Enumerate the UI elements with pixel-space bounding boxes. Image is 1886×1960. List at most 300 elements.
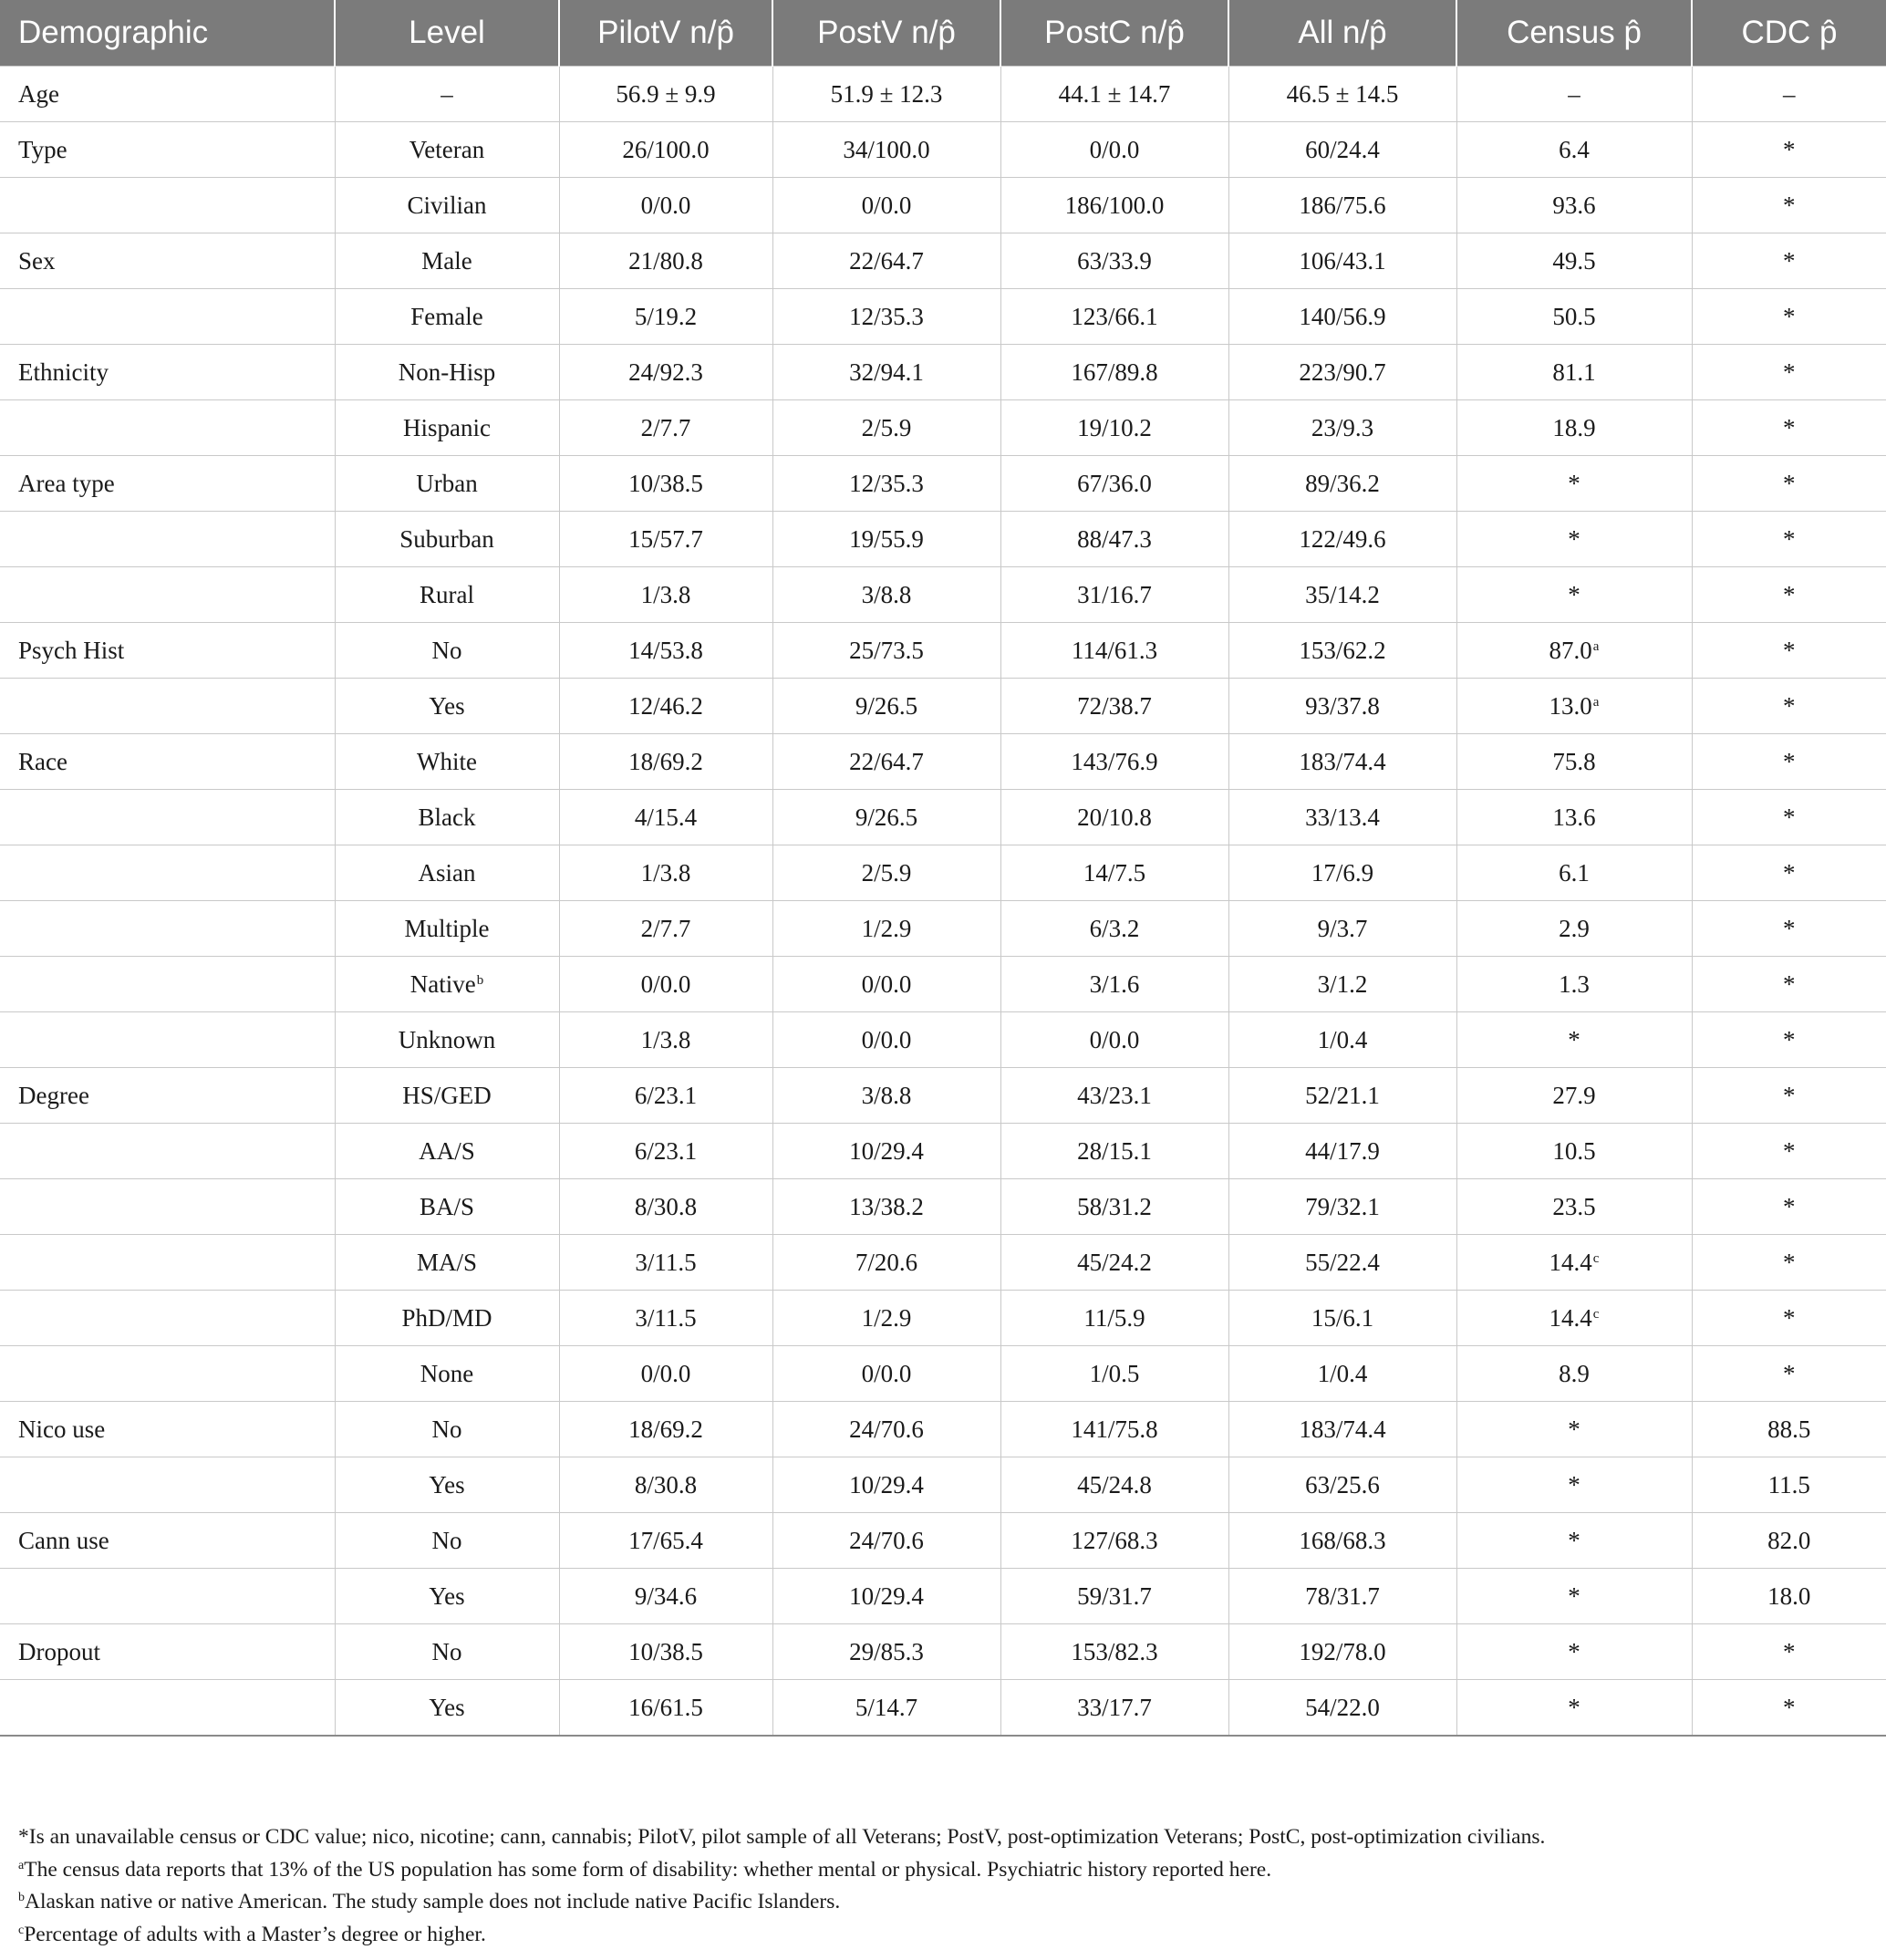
header-postv: PostV n/p̂ [772, 0, 1000, 67]
cell-pilotv [559, 1068, 772, 1124]
table-row [0, 122, 1886, 178]
cell-cdc-text: * [1783, 1081, 1796, 1109]
table-row [0, 790, 1886, 845]
cell-all-text: 1/0.4 [1317, 1359, 1368, 1387]
table-row [0, 1624, 1886, 1680]
cell-postv-text: 12/35.3 [849, 469, 924, 497]
cell-demographic [0, 456, 335, 512]
cell-pilotv-text: 8/30.8 [634, 1470, 698, 1499]
cell-postv-text: 32/94.1 [849, 358, 924, 386]
cell-pilotv [559, 623, 772, 679]
cell-pilotv [559, 1402, 772, 1457]
cell-cdc-text: * [1783, 469, 1796, 497]
cell-postv [772, 1569, 1000, 1624]
cell-all [1228, 1624, 1456, 1680]
cell-level-text: Male [421, 246, 472, 275]
table-body [0, 67, 1886, 1737]
cell-postc [1000, 400, 1228, 456]
cell-demographic [0, 1068, 335, 1124]
cell-cdc [1692, 1680, 1886, 1737]
cell-level [335, 1457, 559, 1513]
cell-level-text: Suburban [399, 524, 494, 553]
footnote-text: Alaskan native or native American. The study sample does not include native Pacific Islanders. [25, 1890, 841, 1913]
cell-demographic [0, 67, 335, 122]
cell-demographic-text: Degree [18, 1081, 89, 1109]
cell-pilotv-text: 4/15.4 [634, 803, 698, 831]
cell-postv [772, 67, 1000, 122]
cell-pilotv-text: 8/30.8 [634, 1192, 698, 1220]
cell-all [1228, 456, 1456, 512]
cell-level [335, 345, 559, 400]
cell-cdc [1692, 1457, 1886, 1513]
cell-census [1456, 178, 1692, 233]
cell-all [1228, 400, 1456, 456]
cell-demographic [0, 957, 335, 1012]
cell-census [1456, 1680, 1692, 1737]
cell-postv [772, 1291, 1000, 1346]
cell-all-text: 23/9.3 [1311, 413, 1374, 441]
cell-all [1228, 567, 1456, 623]
cell-cdc [1692, 1402, 1886, 1457]
cell-all-text: 63/25.6 [1305, 1470, 1380, 1499]
cell-postc-text: 88/47.3 [1077, 524, 1152, 553]
cell-census [1456, 1569, 1692, 1624]
cell-cdc-text: * [1783, 246, 1796, 275]
cell-all-text: 168/68.3 [1299, 1526, 1386, 1554]
cell-cdc-text: * [1783, 858, 1796, 887]
cell-postv [772, 845, 1000, 901]
cell-postc [1000, 901, 1228, 957]
cell-level-text: White [417, 747, 477, 775]
cell-all-text: 46.5 ± 14.5 [1286, 79, 1399, 108]
cell-cdc-text: * [1783, 1637, 1796, 1665]
cell-postc-text: 6/3.2 [1089, 914, 1140, 942]
cell-pilotv-text: 10/38.5 [628, 469, 703, 497]
cell-level [335, 1346, 559, 1402]
cell-pilotv [559, 178, 772, 233]
cell-census-text: * [1568, 1637, 1580, 1665]
cell-pilotv-text: 3/11.5 [635, 1303, 697, 1332]
cell-cdc [1692, 567, 1886, 623]
cell-postc-text: 114/61.3 [1071, 636, 1158, 664]
cell-all-text: 186/75.6 [1299, 191, 1386, 219]
cell-demographic [0, 400, 335, 456]
cell-postv [772, 1402, 1000, 1457]
table-row [0, 1179, 1886, 1235]
cell-pilotv [559, 567, 772, 623]
cell-postv [772, 679, 1000, 734]
cell-pilotv-text: 14/53.8 [628, 636, 703, 664]
cell-postv [772, 1513, 1000, 1569]
table-row [0, 345, 1886, 400]
cell-postv-text: 0/0.0 [861, 970, 912, 998]
cell-census-text: * [1568, 469, 1580, 497]
cell-cdc [1692, 400, 1886, 456]
cell-all-text: 122/49.6 [1299, 524, 1386, 553]
cell-all-text: 55/22.4 [1305, 1248, 1380, 1276]
cell-census-text: 81.1 [1552, 358, 1596, 386]
cell-census-text: 50.5 [1552, 302, 1596, 330]
cell-postv [772, 1068, 1000, 1124]
cell-level [335, 122, 559, 178]
cell-postc-text: 0/0.0 [1089, 135, 1140, 163]
table-row [0, 1068, 1886, 1124]
cell-pilotv [559, 1291, 772, 1346]
cell-postv-text: 9/26.5 [855, 803, 918, 831]
cell-level-text: – [440, 79, 453, 108]
cell-postv [772, 1235, 1000, 1291]
cell-demographic [0, 734, 335, 790]
cell-census [1456, 1346, 1692, 1402]
cell-pilotv [559, 734, 772, 790]
cell-postv-text: 3/8.8 [861, 1081, 912, 1109]
cell-level [335, 456, 559, 512]
cell-demographic [0, 1179, 335, 1235]
cell-cdc [1692, 1235, 1886, 1291]
cell-cdc [1692, 67, 1886, 122]
cell-postc-text: 45/24.2 [1077, 1248, 1152, 1276]
cell-pilotv-text: 0/0.0 [640, 970, 691, 998]
cell-level-text: Rural [420, 580, 474, 608]
cell-cdc [1692, 1291, 1886, 1346]
cell-pilotv-text: 21/80.8 [628, 246, 703, 275]
cell-level [335, 178, 559, 233]
cell-demographic-text: Ethnicity [18, 358, 109, 386]
cell-census-text: 1.3 [1559, 970, 1590, 998]
cell-cdc-text: * [1783, 302, 1796, 330]
cell-level [335, 1179, 559, 1235]
cell-level [335, 512, 559, 567]
cell-postc-text: 14/7.5 [1083, 858, 1146, 887]
cell-census-text: * [1568, 1526, 1580, 1554]
header-demographic: Demographic [0, 0, 335, 67]
cell-level [335, 1624, 559, 1680]
cell-demographic-text: Psych Hist [18, 636, 125, 664]
cell-postv [772, 1124, 1000, 1179]
cell-census-text: 75.8 [1552, 747, 1596, 775]
cell-postv [772, 957, 1000, 1012]
cell-postc [1000, 1346, 1228, 1402]
cell-all [1228, 1235, 1456, 1291]
cell-postv-text: 13/38.2 [849, 1192, 924, 1220]
cell-postc-text: 141/75.8 [1071, 1415, 1158, 1443]
cell-postv [772, 289, 1000, 345]
cell-demographic [0, 790, 335, 845]
cell-all [1228, 289, 1456, 345]
cell-all [1228, 67, 1456, 122]
cell-postv-text: 1/2.9 [861, 914, 912, 942]
cell-level [335, 1012, 559, 1068]
cell-level-text: Asian [418, 858, 476, 887]
cell-level [335, 845, 559, 901]
cell-level-text: No [431, 636, 462, 664]
cell-census [1456, 1513, 1692, 1569]
table-row [0, 1680, 1886, 1737]
footnote [18, 1919, 1870, 1952]
cell-all-text: 223/90.7 [1299, 358, 1386, 386]
cell-level [335, 233, 559, 289]
cell-census-text: * [1568, 1025, 1580, 1053]
cell-pilotv [559, 233, 772, 289]
cell-cdc [1692, 289, 1886, 345]
cell-postc-text: 33/17.7 [1077, 1693, 1152, 1721]
cell-postc [1000, 1624, 1228, 1680]
cell-postv-text: 25/73.5 [849, 636, 924, 664]
cell-cdc-text: * [1783, 970, 1796, 998]
cell-pilotv-text: 2/7.7 [640, 914, 691, 942]
cell-postv [772, 1346, 1000, 1402]
table-row [0, 1012, 1886, 1068]
table-row [0, 1346, 1886, 1402]
cell-demographic [0, 289, 335, 345]
cell-level [335, 1569, 559, 1624]
cell-all-text: 3/1.2 [1317, 970, 1368, 998]
cell-level-text: No [431, 1637, 462, 1665]
cell-postc-text: 72/38.7 [1077, 691, 1152, 720]
cell-postv [772, 178, 1000, 233]
cell-census-text: * [1568, 1470, 1580, 1499]
cell-postc [1000, 1513, 1228, 1569]
cell-all-text: 78/31.7 [1305, 1581, 1380, 1610]
cell-postv [772, 456, 1000, 512]
cell-postv [772, 734, 1000, 790]
cell-postv [772, 512, 1000, 567]
cell-postc [1000, 1680, 1228, 1737]
cell-pilotv-text: 6/23.1 [634, 1136, 698, 1165]
cell-cdc [1692, 790, 1886, 845]
cell-all [1228, 1291, 1456, 1346]
cell-postv-text: 7/20.6 [855, 1248, 918, 1276]
cell-cdc-text: * [1783, 413, 1796, 441]
cell-level [335, 1124, 559, 1179]
cell-all-text: 89/36.2 [1305, 469, 1380, 497]
cell-postc-text: 143/76.9 [1071, 747, 1158, 775]
cell-cdc-text: * [1783, 135, 1796, 163]
table-row [0, 512, 1886, 567]
cell-postc [1000, 1179, 1228, 1235]
cell-postv-text: 22/64.7 [849, 747, 924, 775]
table-row [0, 679, 1886, 734]
cell-postc [1000, 845, 1228, 901]
cell-level [335, 790, 559, 845]
cell-pilotv [559, 901, 772, 957]
cell-postc [1000, 512, 1228, 567]
footnote [18, 1854, 1870, 1887]
cell-pilotv [559, 1179, 772, 1235]
cell-cdc [1692, 957, 1886, 1012]
cell-census [1456, 345, 1692, 400]
cell-postv [772, 623, 1000, 679]
cell-cdc-text: * [1783, 1693, 1796, 1721]
table-row [0, 1291, 1886, 1346]
cell-all-text: 54/22.0 [1305, 1693, 1380, 1721]
cell-postc [1000, 1457, 1228, 1513]
cell-postc [1000, 178, 1228, 233]
cell-census [1456, 790, 1692, 845]
cell-all-text: 33/13.4 [1305, 803, 1380, 831]
cell-postc [1000, 456, 1228, 512]
cell-census [1456, 1012, 1692, 1068]
cell-cdc-text: * [1783, 1359, 1796, 1387]
cell-postv [772, 1179, 1000, 1235]
cell-all [1228, 1457, 1456, 1513]
cell-cdc [1692, 1513, 1886, 1569]
header-level: Level [335, 0, 559, 67]
cell-cdc-text: * [1783, 1303, 1796, 1332]
footnote-text: *Is an unavailable census or CDC value; nico, nicotine; cann, cannabis; PilotV, pilot sample of all Veterans; PostV, post-optimization Veterans; PostC, post-optimization civilians. [18, 1825, 1546, 1849]
cell-postv-text: 2/5.9 [861, 413, 912, 441]
cell-cdc [1692, 901, 1886, 957]
cell-cdc-text: 11.5 [1767, 1470, 1810, 1499]
cell-cdc-text: 82.0 [1767, 1526, 1811, 1554]
cell-level-text: Yes [429, 691, 465, 720]
cell-level [335, 623, 559, 679]
cell-demographic [0, 178, 335, 233]
footnote-text: The census data reports that 13% of the US population has some form of disability: whether mental or physical. Psychiatric history reported here. [24, 1857, 1272, 1882]
cell-level [335, 567, 559, 623]
footnote-marker: a [1592, 638, 1600, 654]
cell-all-text: 15/6.1 [1311, 1303, 1374, 1332]
footnote-marker: c [1592, 1306, 1600, 1322]
cell-census [1456, 1624, 1692, 1680]
cell-census [1456, 1291, 1692, 1346]
cell-census-text: * [1568, 1415, 1580, 1443]
cell-demographic [0, 1235, 335, 1291]
cell-census [1456, 901, 1692, 957]
cell-pilotv [559, 400, 772, 456]
cell-census [1456, 289, 1692, 345]
cell-all-text: 153/62.2 [1299, 636, 1386, 664]
cell-cdc [1692, 679, 1886, 734]
cell-postc [1000, 1235, 1228, 1291]
table-row [0, 901, 1886, 957]
cell-pilotv [559, 1235, 772, 1291]
cell-demographic-text: Age [18, 79, 59, 108]
cell-cdc-text: * [1783, 524, 1796, 553]
cell-census-text: 6.4 [1559, 135, 1590, 163]
footnote-marker: a [1592, 694, 1600, 710]
cell-level-text: AA/S [419, 1136, 475, 1165]
cell-postv-text: 5/14.7 [855, 1693, 918, 1721]
cell-postv-text: 1/2.9 [861, 1303, 912, 1332]
cell-level-text: Female [410, 302, 483, 330]
table-row [0, 1513, 1886, 1569]
cell-postv-text: 24/70.6 [849, 1526, 924, 1554]
cell-pilotv [559, 289, 772, 345]
cell-census-text: 49.5 [1552, 246, 1596, 275]
cell-postc-text: 153/82.3 [1071, 1637, 1158, 1665]
cell-census-text: 14.4 [1549, 1248, 1592, 1276]
cell-demographic [0, 1680, 335, 1737]
cell-all [1228, 790, 1456, 845]
cell-level [335, 400, 559, 456]
cell-postv [772, 1012, 1000, 1068]
cell-all [1228, 1680, 1456, 1737]
cell-level-text: Civilian [407, 191, 487, 219]
cell-census [1456, 1457, 1692, 1513]
cell-postc-text: 19/10.2 [1077, 413, 1152, 441]
cell-all [1228, 1179, 1456, 1235]
cell-level [335, 901, 559, 957]
cell-level-text: None [420, 1359, 474, 1387]
cell-census [1456, 67, 1692, 122]
cell-census-text: 93.6 [1552, 191, 1596, 219]
cell-level-text: HS/GED [402, 1081, 492, 1109]
cell-demographic [0, 233, 335, 289]
cell-cdc-text: * [1783, 914, 1796, 942]
cell-postv [772, 790, 1000, 845]
cell-all-text: 140/56.9 [1299, 302, 1386, 330]
cell-postc [1000, 1402, 1228, 1457]
cell-postv-text: 19/55.9 [849, 524, 924, 553]
cell-cdc [1692, 1012, 1886, 1068]
cell-all [1228, 178, 1456, 233]
cell-census-text: * [1568, 1693, 1580, 1721]
cell-pilotv [559, 1124, 772, 1179]
cell-level [335, 1680, 559, 1737]
cell-cdc [1692, 1569, 1886, 1624]
cell-level-text: BA/S [419, 1192, 475, 1220]
cell-cdc-text: 18.0 [1767, 1581, 1811, 1610]
cell-all-text: 60/24.4 [1305, 135, 1380, 163]
cell-census-text: 87.0 [1549, 636, 1592, 664]
cell-pilotv [559, 845, 772, 901]
footnote-marker: c [1592, 1250, 1600, 1266]
cell-all-text: 192/78.0 [1299, 1637, 1386, 1665]
cell-postv-text: 0/0.0 [861, 191, 912, 219]
cell-postc [1000, 790, 1228, 845]
cell-postc-text: 43/23.1 [1077, 1081, 1152, 1109]
cell-pilotv-text: 15/57.7 [628, 524, 703, 553]
footnote-text: Percentage of adults with a Master’s degree or higher. [24, 1922, 486, 1946]
cell-pilotv [559, 679, 772, 734]
cell-postv [772, 400, 1000, 456]
cell-demographic-text: Cann use [18, 1526, 109, 1554]
cell-demographic [0, 345, 335, 400]
cell-postc [1000, 957, 1228, 1012]
table-row [0, 845, 1886, 901]
cell-cdc-text: * [1783, 1136, 1796, 1165]
table-row [0, 1124, 1886, 1179]
cell-census [1456, 1179, 1692, 1235]
footnote-marker: b [476, 972, 484, 988]
cell-census-text: 10.5 [1552, 1136, 1596, 1165]
cell-cdc-text: * [1783, 580, 1796, 608]
cell-postc [1000, 1124, 1228, 1179]
cell-level [335, 1513, 559, 1569]
cell-demographic [0, 901, 335, 957]
cell-all-text: 35/14.2 [1305, 580, 1380, 608]
cell-cdc-text: * [1783, 803, 1796, 831]
cell-postv-text: 51.9 ± 12.3 [830, 79, 943, 108]
cell-all [1228, 901, 1456, 957]
cell-pilotv-text: 1/3.8 [640, 1025, 691, 1053]
cell-census-text: * [1568, 1581, 1580, 1610]
footnote-marker: b [18, 1891, 25, 1904]
cell-demographic [0, 1457, 335, 1513]
cell-cdc-text: * [1783, 636, 1796, 664]
cell-postv-text: 10/29.4 [849, 1470, 924, 1499]
cell-postc-text: 31/16.7 [1077, 580, 1152, 608]
table-row [0, 957, 1886, 1012]
cell-postc-text: 11/5.9 [1083, 1303, 1145, 1332]
cell-pilotv [559, 456, 772, 512]
cell-level-text: Native [409, 970, 476, 998]
cell-census-text: – [1568, 79, 1580, 108]
cell-cdc-text: – [1783, 79, 1796, 108]
cell-demographic-text: Area type [18, 469, 115, 497]
cell-postc-text: 0/0.0 [1089, 1025, 1140, 1053]
